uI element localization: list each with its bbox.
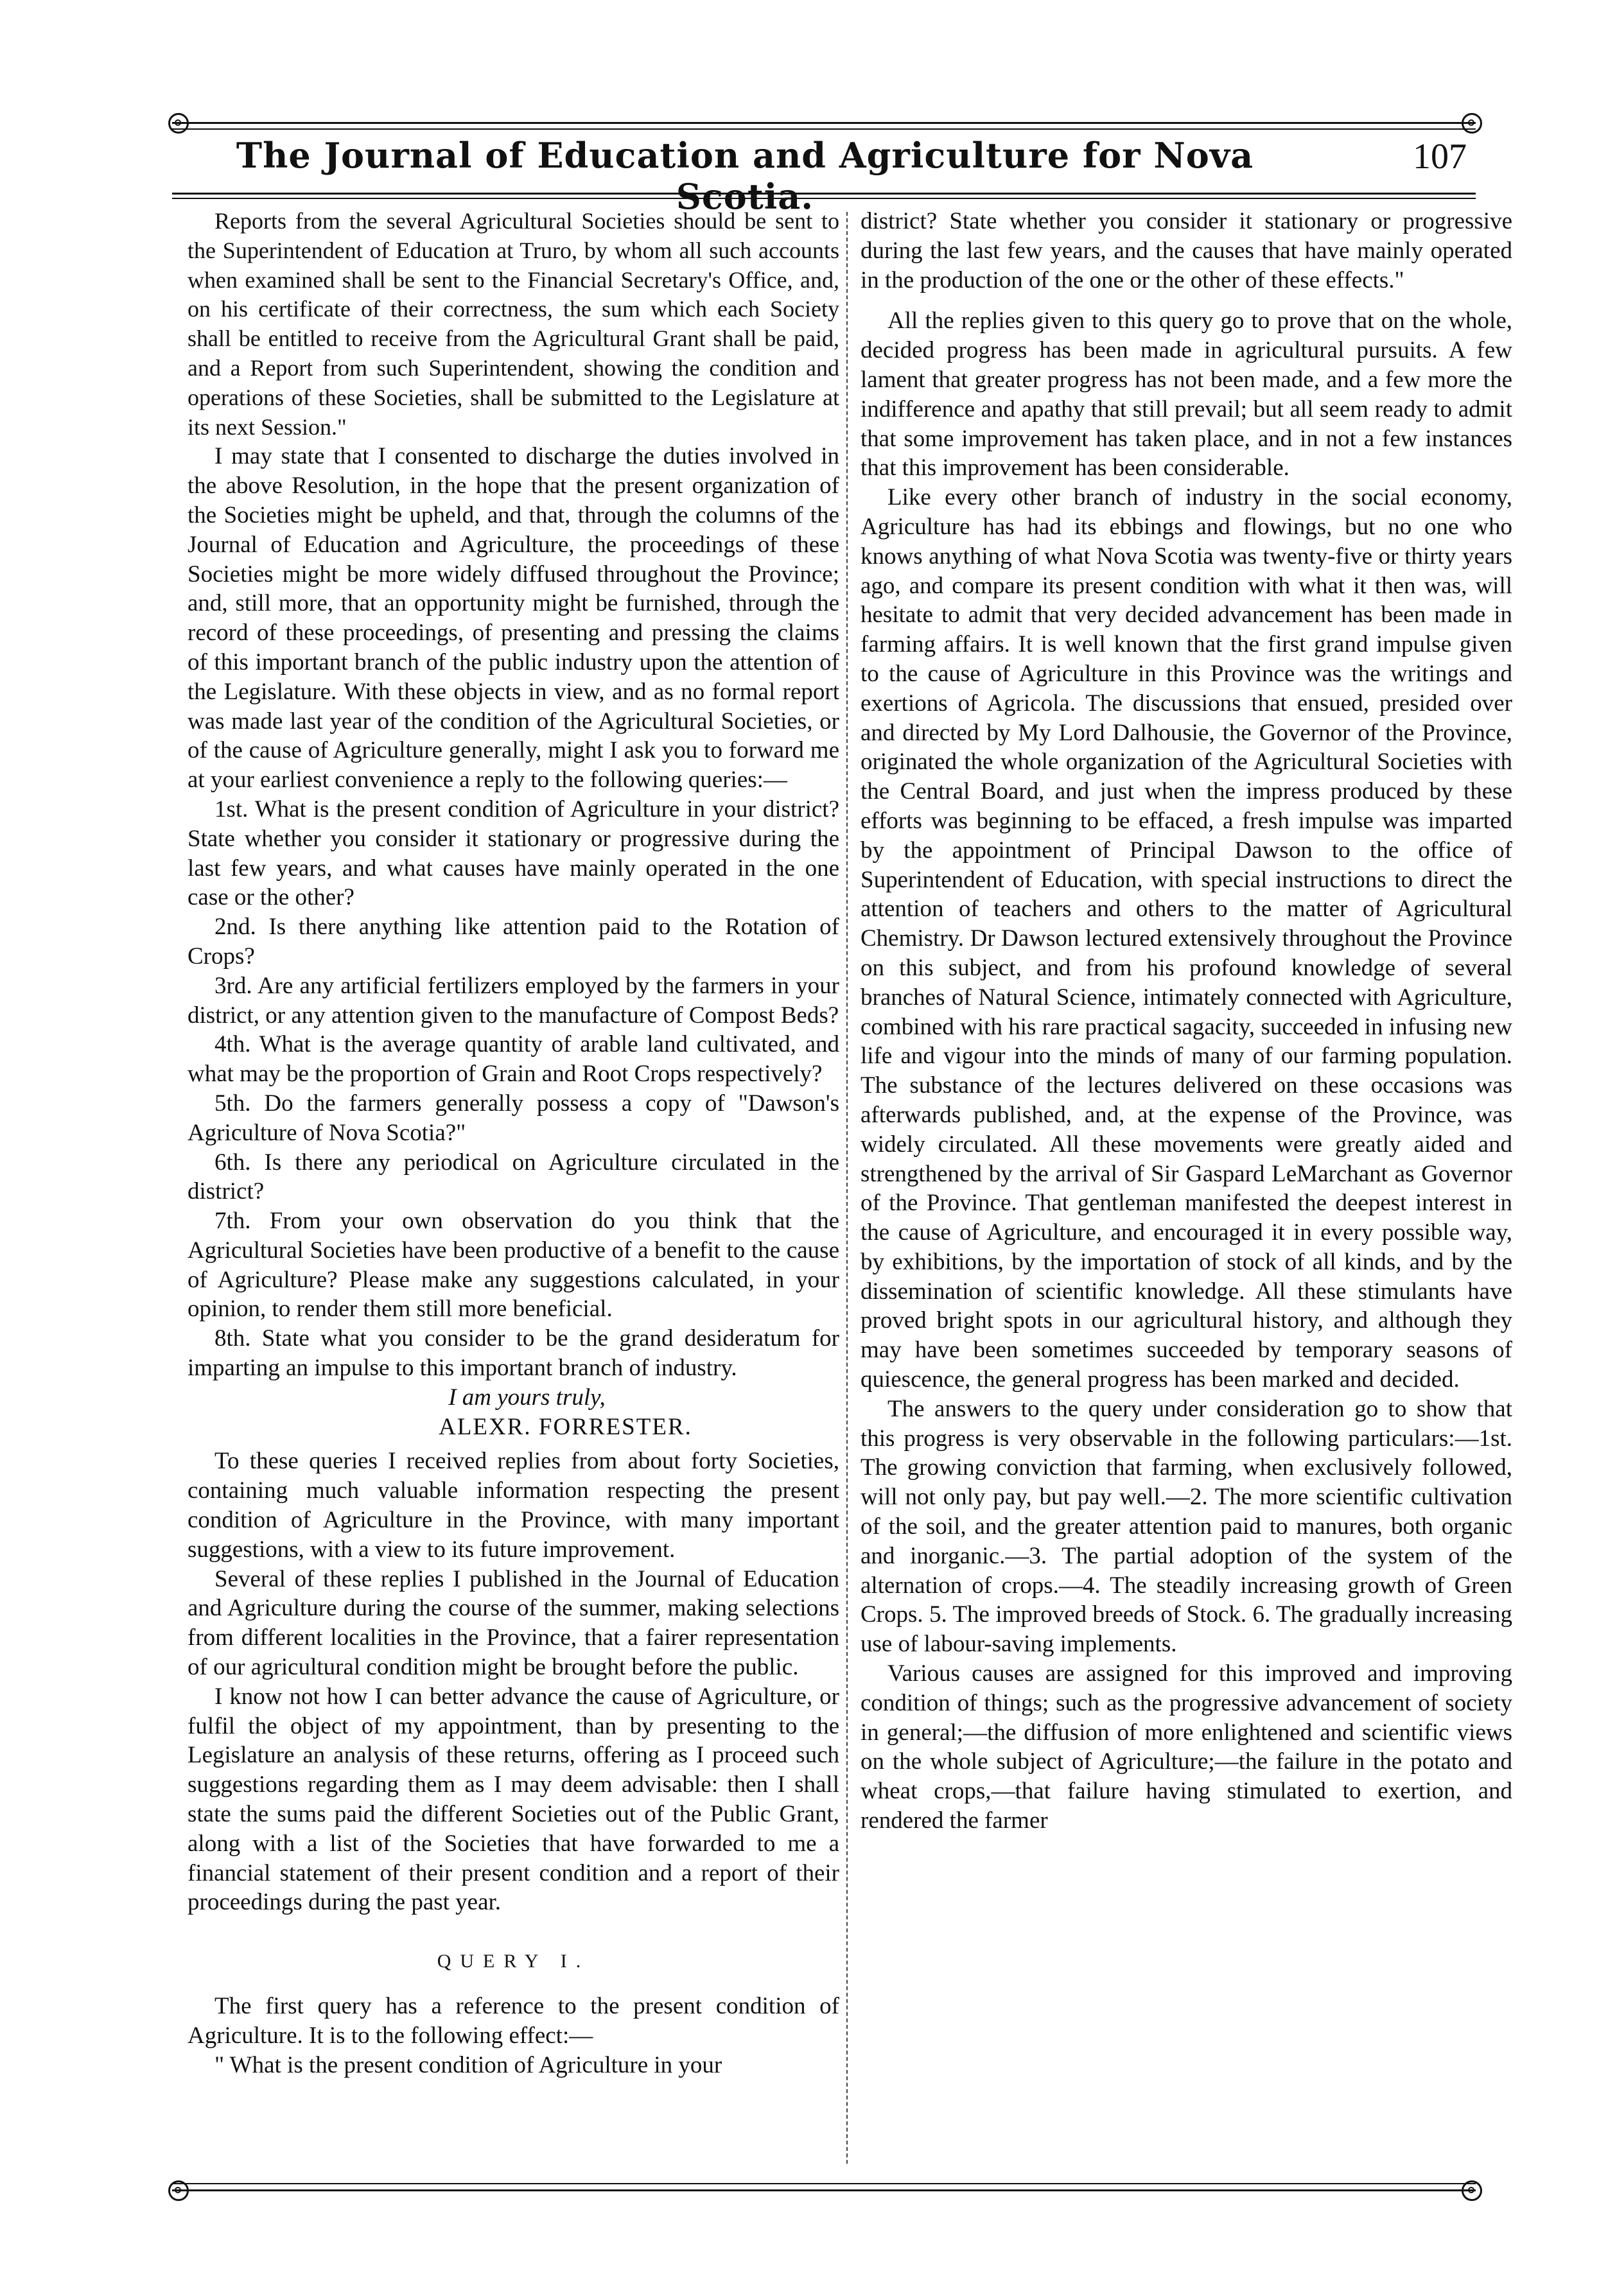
header-rule <box>172 193 1476 195</box>
left-column <box>188 207 839 2171</box>
right-paragraph-3: Like every other branch of industry in the social economy, Agriculture has had its ebbings and flowings, but no one who knows anything of what Nova Scotia was twenty-five or thirty years ago, and compare its present condition with what it then was, will hesitate to admit that very decided advancement has been made in farming affairs. It is well known that the first grand impulse given to the cause of Agriculture in this Province was the writings and exertions of Agricola. The discussions that ensued, presided over and directed by My Lord Dalhousie, the Governor of the Province, originated the whole organization of the Agricultural Societies with the Central Board, and just when the impress produced by these efforts was beginning to be effaced, a fresh impulse was imparted by the appointment of Principal Dawson to the office of Superintendent of Education, with special instructions to direct the attention of teachers and others to the matter of Agricultural Chemistry. Dr Dawson lectured extensively throughout the Province on this subject, and from his profound knowledge of several branches of Natural Science, intimately connected with Agriculture, combined with his rare practical sagacity, succeeded in infusing new life and vigour into the minds of many of our farming population. The substance of the lectures delivered on these occasions was afterwards published, and, at the expense of the Province, was widely circulated. All these movements were greatly aided and strengthened by the arrival of Sir Gaspard LeMarchant as Governor of the Province. That gentleman manifested the deepest interest in the cause of Agriculture, and encouraged it in every possible way, by exhibitions, by the importation of stock of all kinds, and by the dissemination of scientific knowledge. All these stimulants have proved bright spots in our agricultural history, and although they may have been sometimes succeeded by temporary seasons of quiescence, the general progress has been marked and decided. <box>861 484 1512 1393</box>
column-divider <box>846 212 848 2164</box>
left-paragraph-1: I may state that I consented to discharge the duties involved in the above Resolution, in the hope that the present organization of the Societies might be upheld, and that, through the columns of the Journal of Education and Agriculture, the proceedings of these Societies might be more widely diffused throughout the Province; and, still more, that an opportunity might be furnished, through the record of these proceedings, of presenting and pressing the claims of this important branch of the public industry upon the attention of the Legislature. With these objects in view, and as no formal report was made last year of the condition of the Agricultural Societies, or of the cause of Agriculture generally, might I ask you to forward me at your earliest convenience a reply to the following queries:— <box>188 443 839 794</box>
query-item-3: 3rd. Are any artificial fertilizers employed by the farmers in your district, or any attention given to the manufacture of Compost Beds? <box>188 972 839 1029</box>
top-rule <box>172 122 1476 124</box>
page-number: 107 <box>1413 137 1467 177</box>
query-item-1: 1st. What is the present condition of Agriculture in your district? State whether you consider it stationary or progressive during the last few years, and what causes have mainly operated in the one case or the other? <box>188 796 839 911</box>
left-paragraph-6: " What is the present condition of Agriculture in your <box>214 2051 722 2078</box>
right-column <box>861 207 1512 2171</box>
left-paragraph-5: The first query has a reference to the present condition of Agriculture. It is to the following effect:— <box>188 1993 839 2049</box>
ornament-right-icon <box>1462 113 1482 134</box>
right-paragraph-1: district? State whether you consider it stationary or progressive during the last few years, and the causes that have mainly operated in the production of the one or the other of these effects." <box>861 208 1512 293</box>
bottom-rule-inner <box>172 2183 1476 2184</box>
query-item-8: 8th. State what you consider to be the grand desideratum for imparting an impulse to this important branch of industry. <box>188 1325 839 1382</box>
query-item-6: 6th. Is there any periodical on Agriculture circulated in the district? <box>188 1149 839 1205</box>
letter-signature: ALEXR. FORRESTER. <box>439 1413 692 1440</box>
ornament-bottom-right-icon <box>1462 2180 1482 2201</box>
section-heading: QUERY I. <box>437 1951 590 1972</box>
letter-signoff: I am yours truly, <box>448 1384 606 1411</box>
right-paragraph-2: All the replies given to this query go to prove that on the whole, decided progress has been made in agricultural pursuits. A few lament that greater progress has not been made, and a few more the indifference and apathy that still prevail; but all seem ready to admit that some improvement has taken place, and in not a few instances that this improvement has been considerable. <box>861 308 1512 482</box>
right-paragraph-5: Various causes are assigned for this improved and improving condition of things; such as the progressive advancement of society in general;—the diffusion of more enlightened and scientific views on the whole subject of Agriculture;—the failure in the potato and wheat crops,—that failure having stimulated to exertion, and rendered the farmer <box>861 1660 1512 1834</box>
query-item-5: 5th. Do the farmers generally possess a copy of "Dawson's Agriculture of Nova Scotia?" <box>188 1090 839 1146</box>
quoted-resolution: Reports from the several Agricultural Societies should be sent to the Superintendent of Education at Truro, by whom all such accounts when examined shall be sent to the Financial Secretary's Office, and, on his certificate of their correctness, the sum which each Society shall be entitled to receive from the Agricultural Grant shall be paid, and a Report from such Superintendent, showing the condition and operations of these Societies, shall be submitted to the Legislature at its next Session." <box>188 208 839 440</box>
running-title: The Journal of Education and Agriculture for Nova Scotia. <box>236 135 1254 217</box>
right-paragraph-4: The answers to the query under consideration go to show that this progress is very observable in the following particulars:—1st. The growing conviction that farming, when exclusively followed, will not only pay, but pay well.—2. The more scientific cultivation of the soil, and the greater attention paid to manures, both organic and inorganic.—3. The partial adoption of the system of the alternation of crops.—4. The steadily increasing growth of Green Crops. 5. The improved breeds of Stock. 6. The gradually increasing use of labour-saving implements. <box>861 1395 1512 1658</box>
left-paragraph-3: Several of these replies I published in the Journal of Education and Agriculture during the course of the summer, making selections from different localities in the Province, that a fairer representation of our agricultural condition might be brought before the public. <box>188 1565 839 1681</box>
query-item-4: 4th. What is the average quantity of arable land cultivated, and what may be the proportion of Grain and Root Crops respectively? <box>188 1031 839 1088</box>
bottom-rule <box>172 2189 1476 2191</box>
header-rule-inner <box>172 198 1476 199</box>
query-item-2: 2nd. Is there anything like attention paid to the Rotation of Crops? <box>188 914 839 970</box>
top-rule-inner <box>172 128 1476 130</box>
query-item-7: 7th. From your own observation do you think that the Agricultural Societies have been productive of a benefit to the cause of Agriculture? Please make any suggestions calculated, in your opinion, to render them still more beneficial. <box>188 1208 839 1323</box>
left-paragraph-4: I know not how I can better advance the cause of Agriculture, or fulfil the object of my appointment, than by presenting to the Legislature an analysis of these returns, offering as I proceed such suggestions regarding them as I may deem advisable: then I shall state the sums paid the different Societies out of the Public Grant, along with a list of the Societies that have forwarded to me a financial statement of their present condition and a report of their proceedings during the past year. <box>188 1683 839 1916</box>
left-paragraph-2: To these queries I received replies from about forty Societies, containing much valuable information respecting the present condition of Agriculture in the Province, with many important suggestions, with a view to its future improvement. <box>188 1448 839 1563</box>
